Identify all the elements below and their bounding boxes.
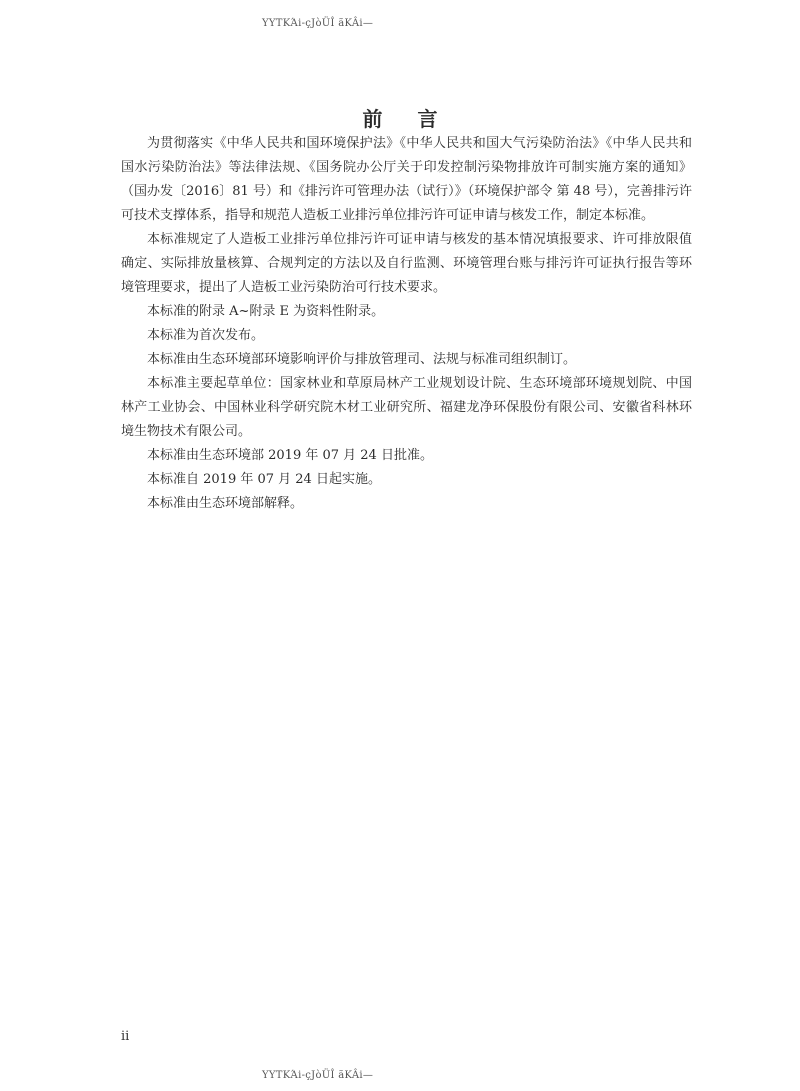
paragraph-first-release: 本标准为首次发布。: [147, 328, 265, 343]
paragraph-organizer: 本标准由生态环境部环境影响评价与排放管理司、法规与标准司组织制订。: [147, 352, 577, 367]
paragraph-purpose: 为贯彻落实《中华人民共和国环境保护法》《中华人民共和国大气污染防治法》《中华人民共和国水污染防治法》等法律法规、《国务院办公厅关于印发控制污染物排放许可制实施方案的通知》（国办发〔2016〕81 号）和《排污许可管理办法（试行）》（环境保护部令 第 48 号），完善排污许可技术支撑体系，指导和规范人造板工业排污单位排污许可证申请与核发工作，制定本标准。: [121, 136, 692, 223]
page-title: 前 言: [362, 107, 452, 132]
paragraph-effective-date: 本标准自 2019 年 07 月 24 日起实施。: [147, 472, 381, 487]
paragraph-scope: 本标准规定了人造板工业排污单位排污许可证申请与核发的基本情况填报要求、许可排放限值确定、实际排放量核算、合规判定的方法以及自行监测、环境管理台账与排污许可证执行报告等环境管理要求，提出了人造板工业污染防治可行技术要求。: [121, 232, 692, 295]
paragraph-appendix: 本标准的附录 A~附录 E 为资料性附录。: [147, 304, 385, 319]
page-footer-mark: ΥΥΤΚΆi-çJòÜÎ ãKÂi—: [262, 1070, 374, 1081]
preface-body: [121, 132, 692, 516]
page-header-mark: ΥΥΤΚΆi-çJòÜÎ ãKÂi—: [262, 18, 374, 29]
paragraph-drafters: 本标准主要起草单位：国家林业和草原局林产工业规划设计院、生态环境部环境规划院、中国林产工业协会、中国林业科学研究院木材工业研究所、福建龙净环保股份有限公司、安徽省科林环境生物技术有限公司。: [121, 376, 692, 439]
paragraph-approval: 本标准由生态环境部 2019 年 07 月 24 日批准。: [147, 448, 433, 463]
page-number: ii: [121, 1029, 130, 1044]
paragraph-interpretation: 本标准由生态环境部解释。: [147, 496, 304, 511]
